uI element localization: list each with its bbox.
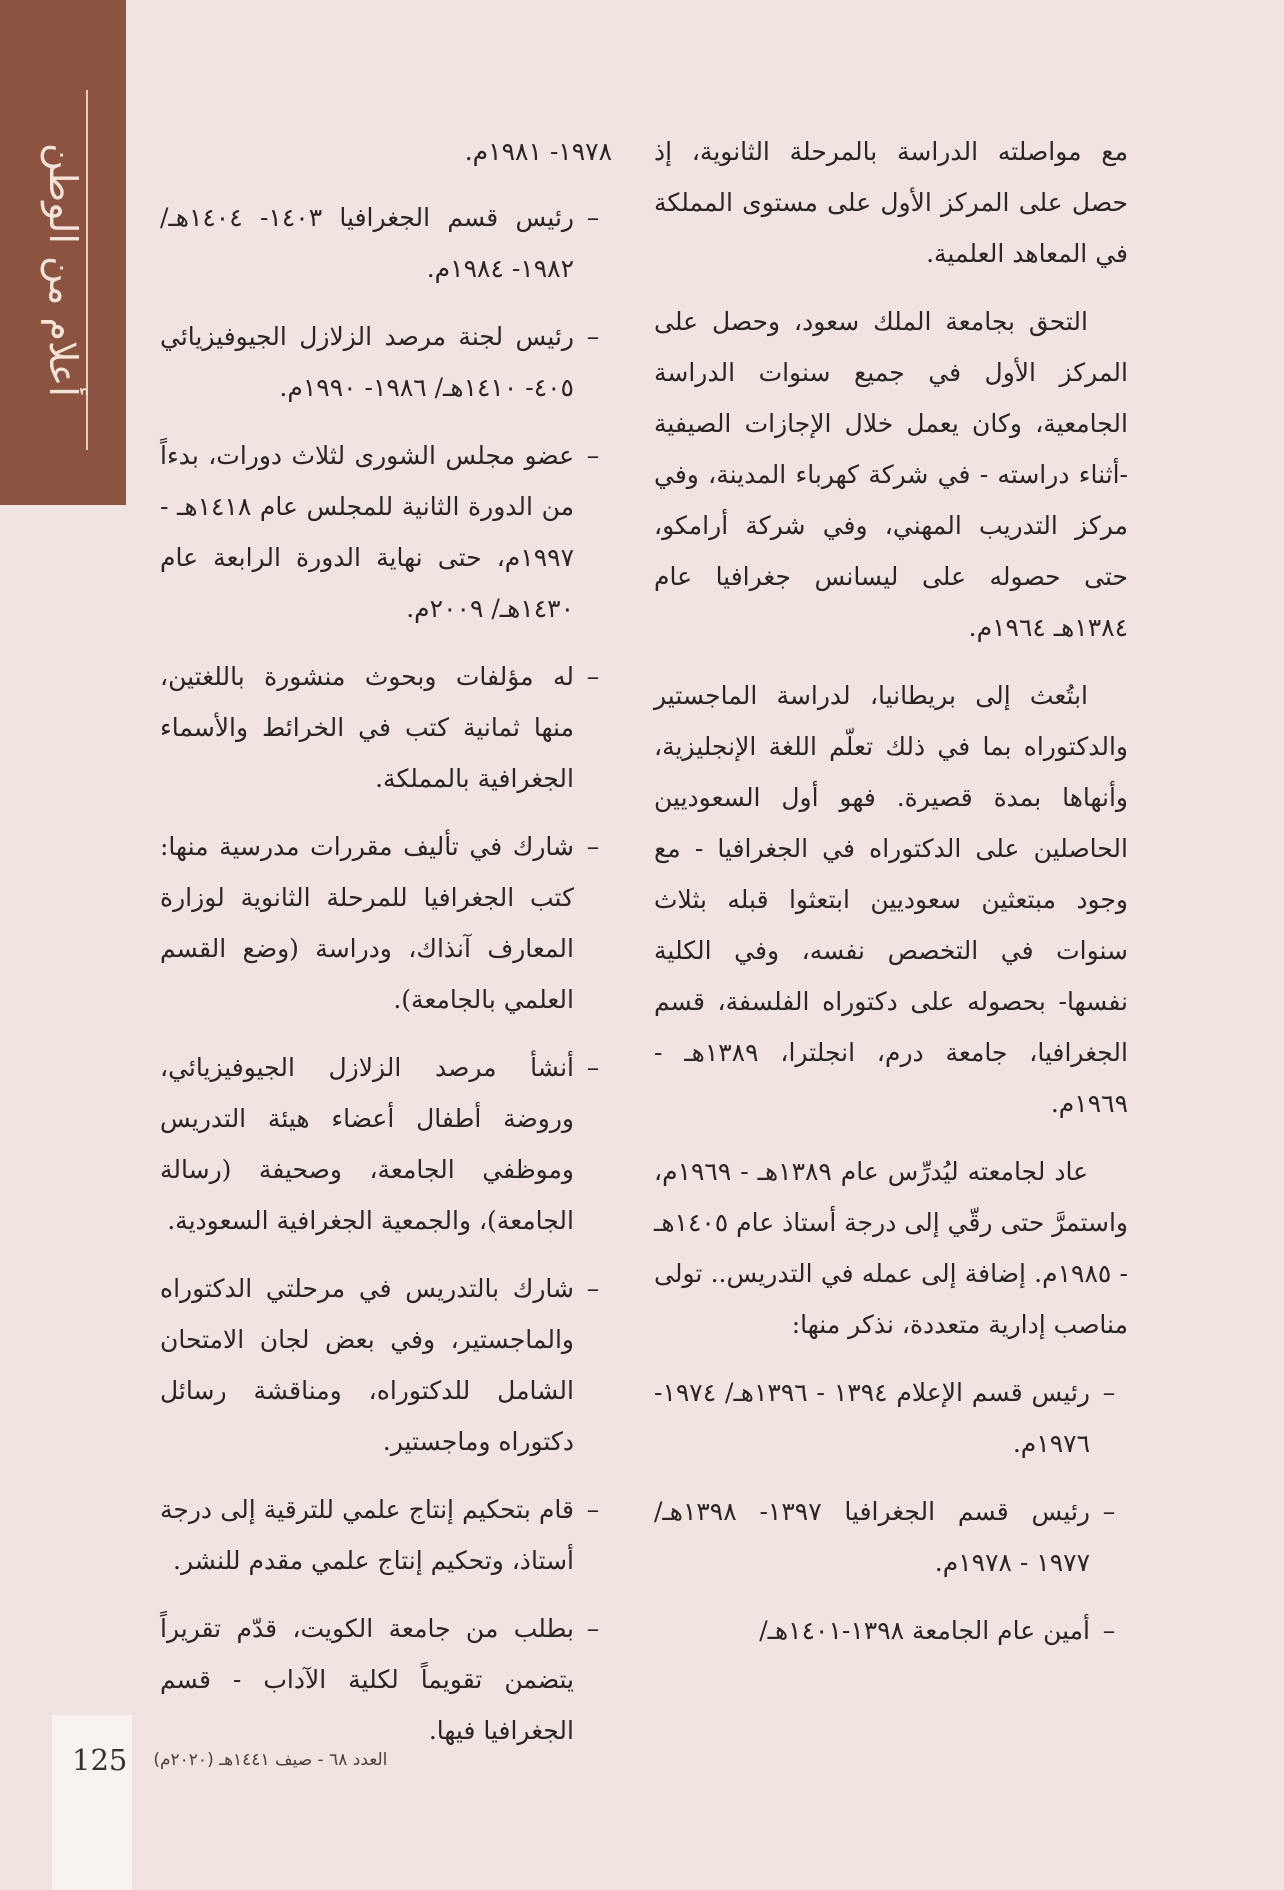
list-item-text: أمين عام الجامعة ١٣٩٨-١٤٠١هـ/ [759, 1616, 1090, 1645]
list-item [160, 192, 612, 294]
list-item-text: له مؤلفات وبحوث منشورة باللغتين، منها ثمانية كتب في الخرائط والأسماء الجغرافية بالمملكة. [160, 662, 574, 793]
list-item-text: رئيس قسم الجغرافيا ١٣٩٧- ١٣٩٨هـ/ ١٩٧٧ - ١٩٧٨م. [654, 1497, 1090, 1577]
list-item-text: رئيس قسم الإعلام ١٣٩٤ - ١٣٩٦هـ/ ١٩٧٤- ١٩٧٦م. [654, 1378, 1090, 1458]
paragraph: عاد لجامعته ليُدرِّس عام ١٣٨٩هـ - ١٩٦٩م، واستمرَّ حتى رقّي إلى درجة أستاذ عام ١٤٠٥هـ - ١٩٨٥م. إضافة إلى عمله في التدريس.. تولى مناصب إدارية متعددة، نذكر منها: [654, 1157, 1128, 1339]
list-item [160, 1042, 612, 1246]
right-column [654, 126, 1128, 1673]
list-item [160, 1484, 612, 1586]
dash-bullet-icon: – [1102, 1497, 1116, 1526]
paragraph: ابتُعث إلى بريطانيا، لدراسة الماجستير والدكتوراه بما في ذلك تعلّم اللغة الإنجليزية، وأنهاها بمدة قصيرة. فهو أول السعوديين الحاصلين على الدكتوراه في الجغرافيا - مع وجود مبتعثين سعوديين ابتعثوا قبله بثلاث سنوات في التخصص نفسه، وفي الكلية نفسها- بحصوله على دكتوراه الفلسفة، قسم الجغرافيا، جامعة درم، انجلترا، ١٣٨٩هـ - ١٩٦٩م. [654, 681, 1128, 1118]
list-item [654, 1605, 1128, 1656]
dash-bullet-icon: – [586, 441, 600, 470]
left-column [160, 126, 612, 1773]
page-number: 125 [72, 1743, 128, 1777]
list-item-text: رئيس قسم الجغرافيا ١٤٠٣- ١٤٠٤هـ/ ١٩٨٢- ١٩٨٤م. [160, 203, 574, 283]
dash-bullet-icon: – [586, 203, 600, 232]
list-item-text: بطلب من جامعة الكويت، قدّم تقريراً يتضمن تقويماً لكلية الآداب - قسم الجغرافيا فيها. [160, 1614, 574, 1745]
dash-bullet-icon: – [586, 662, 600, 691]
dash-bullet-icon: – [586, 1614, 600, 1643]
paragraph: مع مواصلته الدراسة بالمرحلة الثانوية، إذ حصل على المركز الأول على مستوى المملكة في المعاهد العلمية. [654, 137, 1128, 268]
dash-bullet-icon: – [586, 1495, 600, 1524]
list-item [160, 311, 612, 413]
list-item [160, 430, 612, 634]
list-item-text: أنشأ مرصد الزلازل الجيوفيزيائي، وروضة أطفال أعضاء هيئة التدريس وموظفي الجامعة، وصحيفة (رسالة الجامعة)، والجمعية الجغرافية السعودية. [160, 1053, 574, 1235]
section-side-tab [0, 0, 126, 505]
list-item [654, 1486, 1128, 1588]
dash-bullet-icon: – [586, 832, 600, 861]
page-footer [72, 1730, 432, 1790]
list-item-text: رئيس لجنة مرصد الزلازل الجيوفيزيائي ٤٠٥- ١٤١٠هـ/ ١٩٨٦- ١٩٩٠م. [160, 322, 574, 402]
list-item-text: قام بتحكيم إنتاج علمي للترقية إلى درجة أستاذ، وتحكيم إنتاج علمي مقدم للنشر. [160, 1495, 574, 1575]
continuation-line: ١٩٧٨- ١٩٨١م. [464, 137, 612, 166]
paragraph: التحق بجامعة الملك سعود، وحصل على المركز الأول في جميع سنوات الدراسة الجامعية، وكان يعمل خلال الإجازات الصيفية -أثناء دراسته - في شركة كهرباء المدينة، وفي مركز التدريب المهني، وفي شركة أرامكو، حتى حصوله على ليسانس جغرافيا عام ١٣٨٤هـ ١٩٦٤م. [654, 307, 1128, 642]
list-item-text: شارك في تأليف مقررات مدرسية منها: كتب الجغرافيا للمرحلة الثانوية لوزارة المعارف آنذاك، ودراسة (وضع القسم العلمي بالجامعة). [160, 832, 574, 1014]
list-item [160, 651, 612, 804]
side-tab-label: أعلام من الوطن [41, 143, 85, 397]
list-item-text: شارك بالتدريس في مرحلتي الدكتوراه والماجستير، وفي بعض لجان الامتحان الشامل للدكتوراه، ومناقشة رسائل دكتوراه وماجستير. [160, 1274, 574, 1456]
list-item [160, 821, 612, 1025]
issue-info: العدد ٦٨ - صيف ١٤٤١هـ (٢٠٢٠م) [153, 1750, 388, 1770]
list-item [160, 1263, 612, 1467]
dash-bullet-icon: – [1102, 1616, 1116, 1645]
dash-bullet-icon: – [586, 322, 600, 351]
list-item-text: عضو مجلس الشورى لثلاث دورات، بدءاً من الدورة الثانية للمجلس عام ١٤١٨هـ - ١٩٩٧م، حتى نهاية الدورة الرابعة عام ١٤٣٠هـ/ ٢٠٠٩م. [160, 441, 574, 623]
dash-bullet-icon: – [1102, 1378, 1116, 1407]
dash-bullet-icon: – [586, 1053, 600, 1082]
list-item [654, 1367, 1128, 1469]
dash-bullet-icon: – [586, 1274, 600, 1303]
